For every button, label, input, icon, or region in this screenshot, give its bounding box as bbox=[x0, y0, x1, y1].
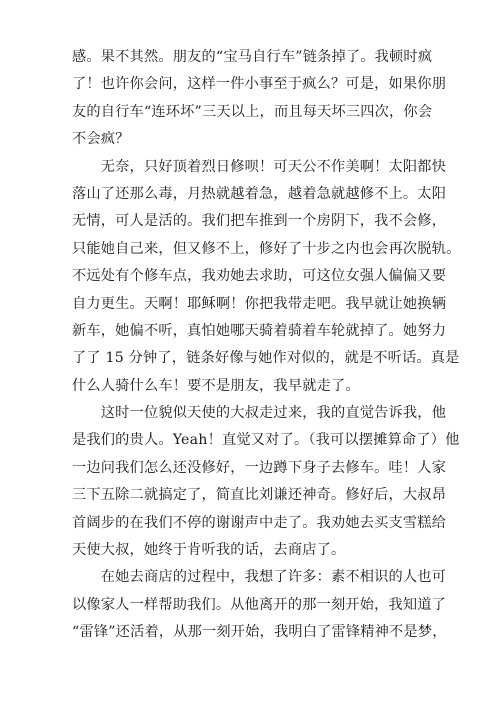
text-line: 一边问我们怎么还没修好，一边蹲下身子去修车。哇！人家 bbox=[72, 459, 447, 476]
text-line: 无奈，只好顶着烈日修呗！可天公不作美啊！太阳都快 bbox=[72, 158, 447, 175]
text-line: 不会疯？ bbox=[72, 131, 130, 148]
essay-text bbox=[72, 44, 461, 647]
text-line: 只能她自己来，但又修不上，修好了十步之内也会再次脱轨。 bbox=[72, 240, 461, 257]
text-line: 是我们的贵人。Yeah！直觉又对了。（我可以摆摊算命了）他 bbox=[72, 432, 460, 449]
text-line: 这时一位貌似天使的大叔走过来，我的直觉告诉我，他 bbox=[72, 405, 447, 422]
text-line: 了了 15 分钟了，链条好像与她作对似的，就是不听话。真是 bbox=[72, 350, 460, 367]
text-line: 了！也许你会问，这样一件小事至于疯么？可是，如果你朋 bbox=[72, 76, 447, 93]
text-line: 无情，可人是活的。我们把车推到一个房阴下，我不会修， bbox=[72, 213, 447, 230]
text-line: 新车，她偏不听，真怕她哪天骑着骑着车轮就掉了。她努力 bbox=[72, 322, 447, 339]
text-line: “雷锋”还活着，从那一刻开始，我明白了雷锋精神不是梦， bbox=[72, 624, 447, 641]
text-line: 友的自行车“连环坏”三天以上，而且每天坏三四次，你会 bbox=[72, 103, 433, 120]
text-line: 感。果不其然。朋友的“宝马自行车”链条掉了。我顿时疯 bbox=[72, 49, 433, 65]
text-line: 首阔步的在我们不停的谢谢声中走了。我劝她去买支雪糕给 bbox=[72, 514, 447, 531]
text-line: 不远处有个修车点，我劝她去求助，可这位女强人偏偏又要 bbox=[72, 268, 447, 285]
text-line: 三下五除二就搞定了，简直比刘谦还神奇。修好后，大叔昂 bbox=[72, 487, 447, 504]
text-line: 在她去商店的过程中，我想了许多：素不相识的人也可 bbox=[72, 569, 447, 586]
text-line: 自力更生。天啊！耶稣啊！你把我带走吧。我早就让她换辆 bbox=[72, 295, 447, 312]
text-line: 什么人骑什么车！要不是朋友，我早就走了。 bbox=[72, 377, 360, 394]
text-line: 落山了还那么毒，月热就越着急，越着急就越修不上。太阳 bbox=[72, 185, 447, 202]
text-line: 以像家人一样帮助我们。从他离开的那一刻开始，我知道了 bbox=[72, 596, 447, 613]
text-line: 天使大叔，她终于肯听我的话，去商店了。 bbox=[72, 542, 346, 559]
